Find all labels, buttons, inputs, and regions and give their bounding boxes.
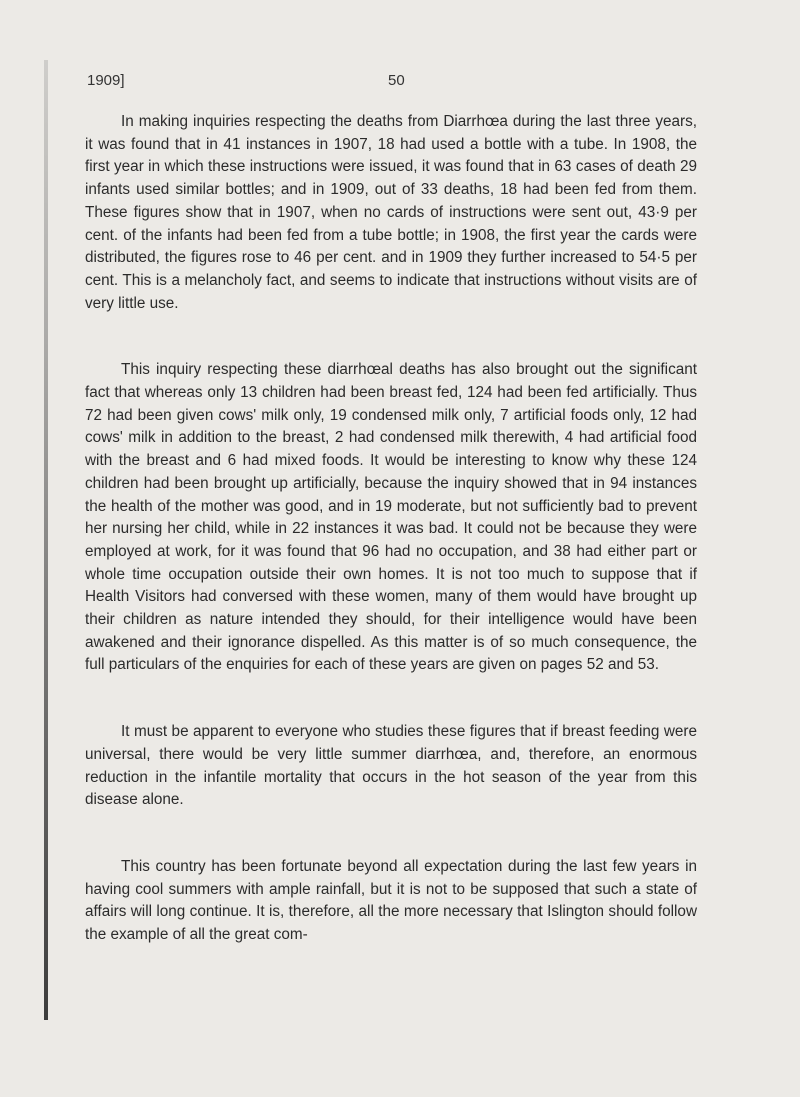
paragraph-feeding-inquiry: This inquiry respecting these diarrhœal deaths has also brought out the significant fact that whereas only 13 children had been breast fed, 124 had been fed artificially. Thus 72 had been given cows' milk only, 19 condensed milk only, 7 artificial foods only, 12 had cows' milk in addition to the breast, 2 had condensed milk therewith, 4 had artificial food with the breast and 6 had mixed foods. It would be interesting to know why these 124 children had been brought up artificially, because the inquiry showed that in 94 instances the health of the mother was good, and in 19 moderate, but not sufficiently bad to prevent her nursing her child, while in 22 instances it was bad. It could not be because they were employed at work, for it was found that 96 had no occupation, and 38 had either part or whole time occupation outside their own homes. It is not too much to suppose that if Health Visitors had conversed with these women, many of them would have brought up their children as nature intended they should, for their intelligence would have been awakened and their ignorance dispelled. As this matter is of so much consequence, the full particulars of the enquiries for each of these years are given on pages 52 and 53. — [85, 361, 697, 674]
header-year: 1909] — [87, 72, 125, 89]
page-number: 50 — [388, 72, 405, 89]
binding-edge — [44, 60, 48, 1020]
page-header — [0, 72, 800, 92]
paragraph-cool-summers: This country has been fortunate beyond all expectation during the last few years in having cool summers with ample rainfall, but it is not to be supposed that such a state of affairs will long continue. It is, therefore, all the more necessary that Islington should follow the example of all the great com- — [85, 857, 697, 944]
paragraph-breast-feeding: It must be apparent to everyone who studies these figures that if breast feeding were universal, there would be very little summer diarrhœa, and, therefore, an enormous reduction in the infantile mortality that occurs in the hot season of the year from this disease alone. — [85, 723, 697, 809]
paragraph-bottle-tube-deaths: In making inquiries respecting the deaths from Diarrhœa during the last three years, it was found that in 41 instances in 1907, 18 had used a bottle with a tube. In 1908, the first year in which these instructions were issued, it was found that in 63 cases of death 29 infants used similar bottles; and in 1909, out of 33 deaths, 18 had been fed from them. These figures show that in 1907, when no cards of instructions were sent out, 43·9 per cent. of the infants had been fed from a tube bottle; in 1908, the first year the cards were distributed, the figures rose to 46 per cent. and in 1909 they further increased to 54·5 per cent. This is a melancholy fact, and seems to indicate that instructions without visits are of very little use. — [85, 113, 697, 312]
page-body — [85, 111, 697, 991]
